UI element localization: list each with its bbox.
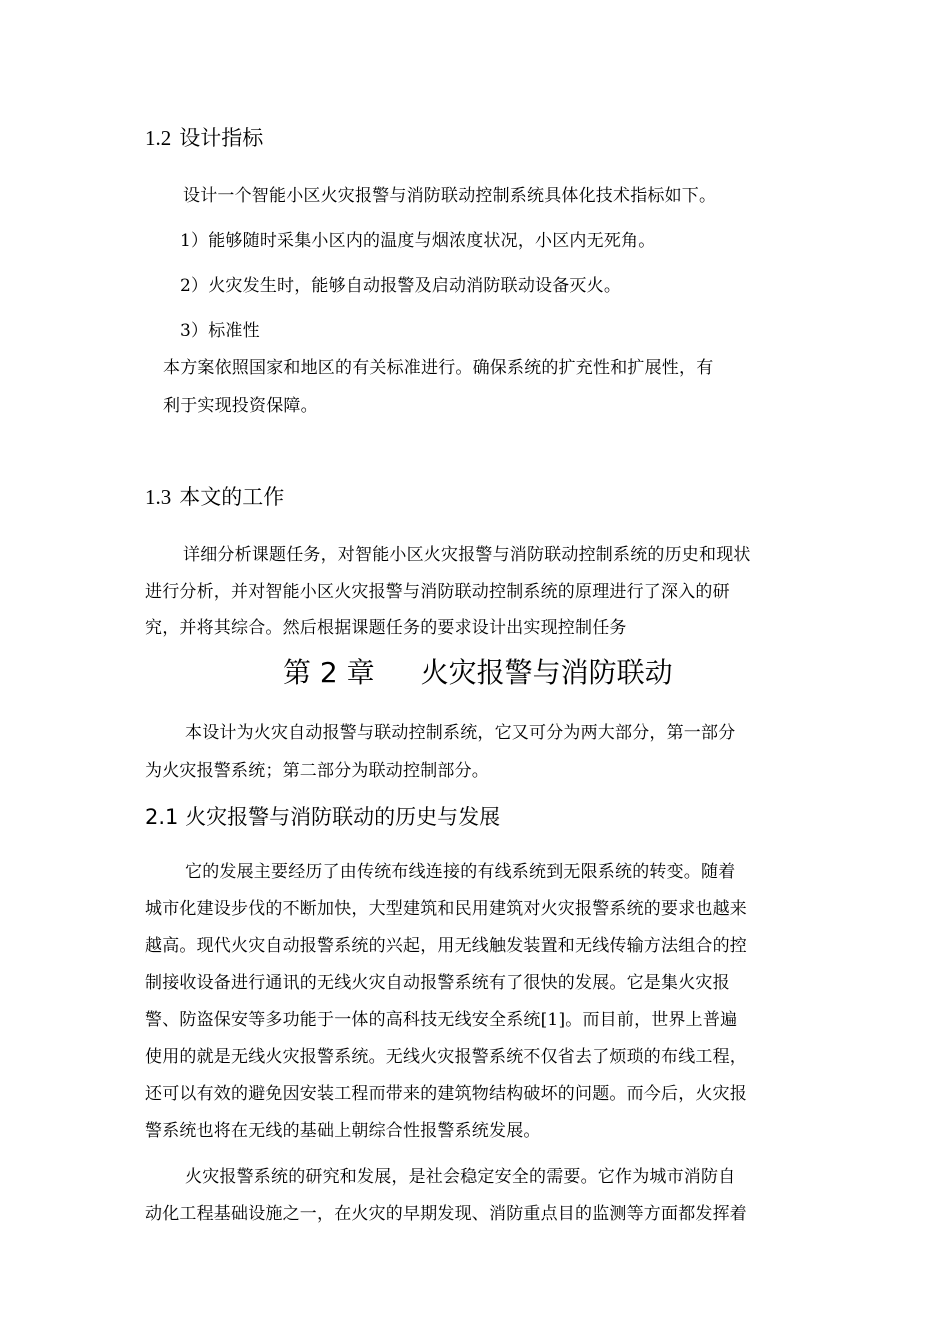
- paragraph-line: 详细分析课题任务，对智能小区火灾报警与消防联动控制系统的历史和现状: [183, 545, 751, 565]
- paragraph-line: 本方案依照国家和地区的有关标准进行。确保系统的扩充性和扩展性，有: [163, 358, 714, 378]
- chapter-title: [283, 651, 673, 691]
- paragraph-line: 动化工程基础设施之一，在火灾的早期发现、消防重点目的监测等方面都发挥着: [145, 1204, 747, 1224]
- paragraph-line: 它的发展主要经历了由传统布线连接的有线系统到无限系统的转变。随着: [185, 862, 736, 882]
- chapter-name: 火灾报警与消防联动: [420, 656, 673, 689]
- paragraph-line: 制接收设备进行通讯的无线火灾自动报警系统有了很快的发展。它是集火灾报: [145, 973, 730, 993]
- paragraph-line: 究，并将其综合。然后根据课题任务的要求设计出实现控制任务: [145, 618, 627, 638]
- paragraph-line: 还可以有效的避免因安装工程而带来的建筑物结构破坏的问题。而今后，火灾报: [145, 1084, 747, 1104]
- section-heading-2-1: 2.1 火灾报警与消防联动的历史与发展: [145, 805, 501, 829]
- paragraph-line: 利于实现投资保障。: [163, 396, 318, 416]
- paragraph-line: 使用的就是无线火灾报警系统。无线火灾报警系统不仅省去了烦琐的布线工程，: [145, 1047, 747, 1067]
- paragraph-line: 城市化建设步伐的不断加快，大型建筑和民用建筑对火灾报警系统的要求也越来: [145, 899, 747, 919]
- paragraph-line: 设计一个智能小区火灾报警与消防联动控制系统具体化技术指标如下。: [183, 186, 717, 206]
- section-number: 1.3: [145, 485, 172, 509]
- paragraph-line: 越高。现代火灾自动报警系统的兴起，用无线触发装置和无线传输方法组合的控: [145, 936, 747, 956]
- list-item: 3）标准性: [180, 321, 260, 341]
- paragraph-line: 本设计为火灾自动报警与联动控制系统，它又可分为两大部分，第一部分: [185, 723, 736, 743]
- paragraph-line: 进行分析，并对智能小区火灾报警与消防联动控制系统的原理进行了深入的研: [145, 582, 730, 602]
- list-item: 2）火灾发生时，能够自动报警及启动消防联动设备灭火。: [180, 276, 622, 296]
- section-title: 设计指标: [179, 126, 264, 150]
- paragraph-line: 火灾报警系统的研究和发展，是社会稳定安全的需要。它作为城市消防自: [185, 1167, 736, 1187]
- paragraph-line: 警系统也将在无线的基础上朝综合性报警系统发展。: [145, 1121, 541, 1141]
- paragraph-line: 警、防盗保安等多功能于一体的高科技无线安全系统[1]。而目前，世界上普遍: [145, 1010, 738, 1030]
- list-item: 1）能够随时采集小区内的温度与烟浓度状况，小区内无死角。: [180, 231, 656, 251]
- section-number: 1.2: [145, 126, 172, 150]
- chapter-label: 第 2 章: [283, 656, 375, 689]
- section-title: 本文的工作: [179, 485, 285, 509]
- section-heading-1-2: [145, 122, 263, 152]
- paragraph-line: 为火灾报警系统；第二部分为联动控制部分。: [145, 761, 489, 781]
- section-heading-1-3: [145, 481, 284, 511]
